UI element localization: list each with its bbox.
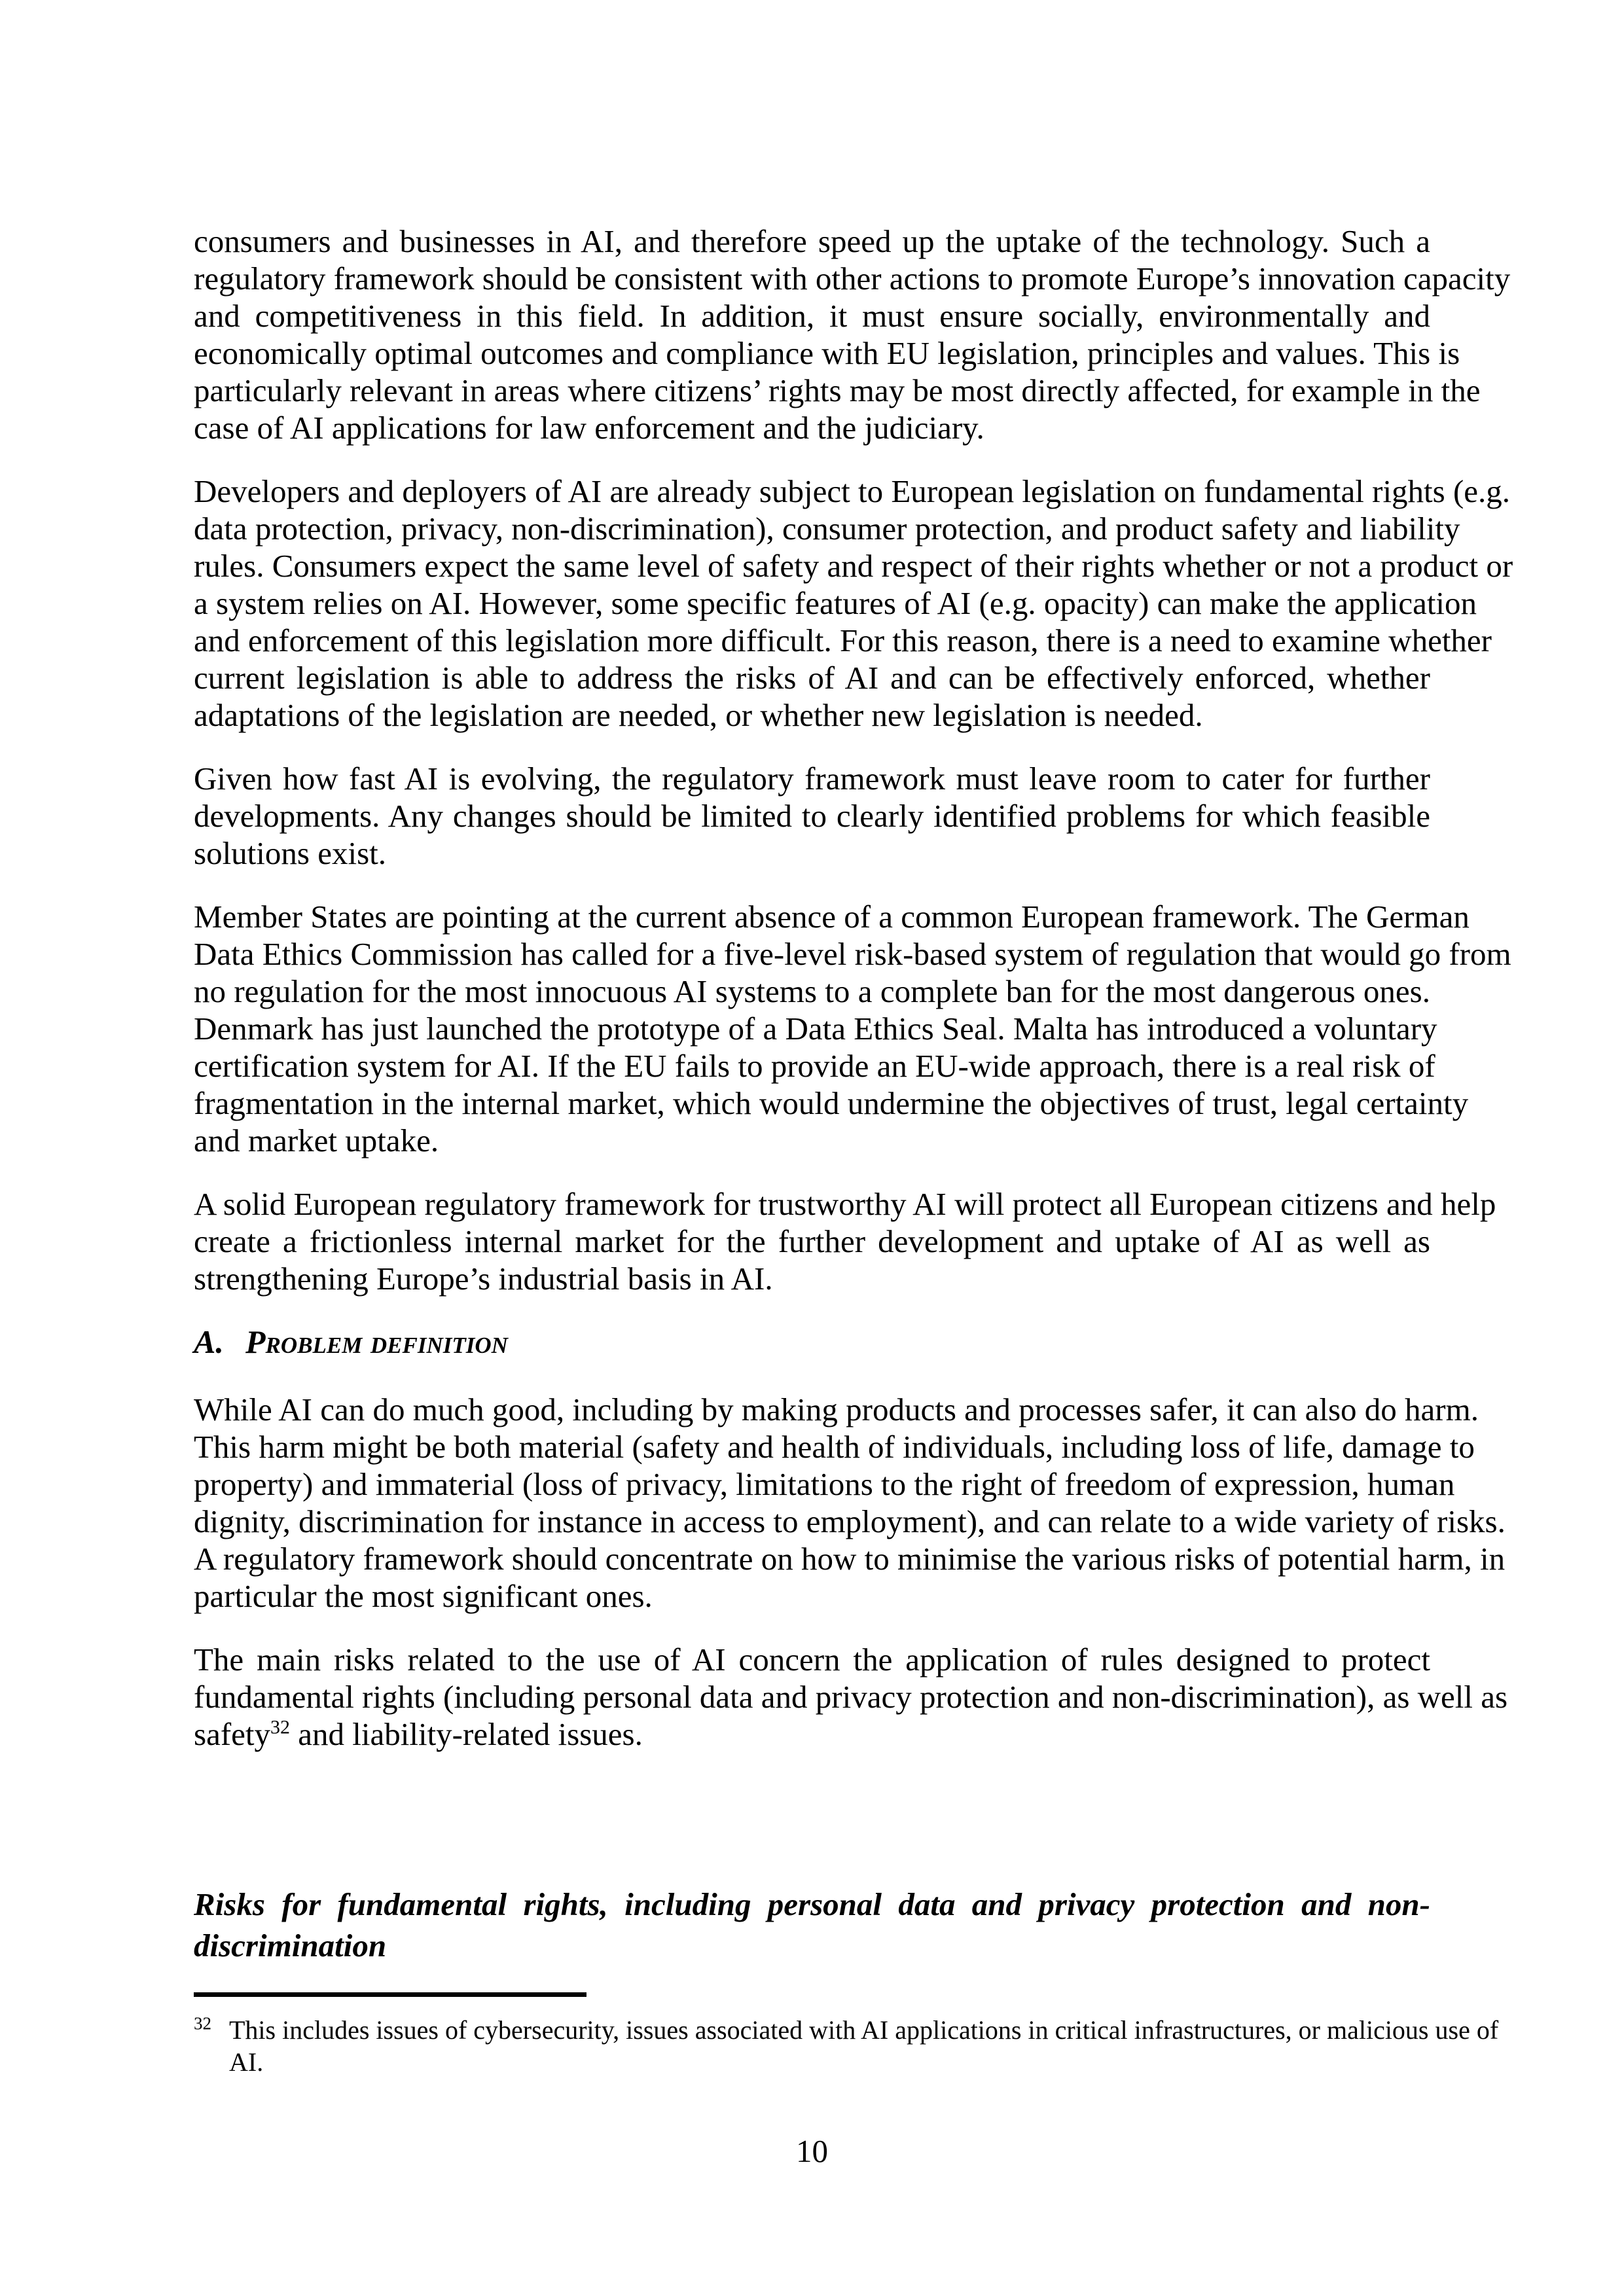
text-line: dignity, discrimination for instance in access to employment), and can relate to a wide variety of risks.	[194, 1503, 1506, 1539]
text-line: data protection, privacy, non-discrimination), consumer protection, and product safety and liability	[194, 511, 1460, 547]
text-line: economically optimal outcomes and compliance with EU legislation, principles and values. This is	[194, 335, 1460, 371]
text-blocks	[194, 223, 1513, 1966]
body-paragraph	[194, 1641, 1508, 1753]
text-line: A regulatory framework should concentrate on how to minimise the various risks of potential harm, in	[194, 1541, 1506, 1577]
text-line: This includes issues of cybersecurity, issues associated with AI applications in critical infrastructures, or malicious use of	[229, 2015, 1499, 2045]
footnote-text	[229, 2014, 1499, 2078]
text-line: Member States are pointing at the current absence of a common European framework. The German	[194, 899, 1470, 935]
text-line: solutions exist.	[194, 835, 387, 871]
text-line: particular the most significant ones.	[194, 1578, 653, 1614]
sub-section-heading	[194, 1884, 1430, 1966]
text-line: fragmentation in the internal market, which would undermine the objectives of trust, legal certainty	[194, 1085, 1469, 1121]
text-line: discrimination	[194, 1928, 387, 1964]
footnote-separator-rule	[194, 1992, 586, 1997]
body-paragraph	[194, 898, 1511, 1159]
text-line: Denmark has just launched the prototype of a Data Ethics Seal. Malta has introduced a voluntary	[194, 1011, 1437, 1047]
text-line: rules. Consumers expect the same level of safety and respect of their rights whether or not a product or	[194, 548, 1513, 584]
body-paragraph	[194, 760, 1430, 872]
text-line: This harm might be both material (safety and health of individuals, including loss of life, damage to	[194, 1429, 1475, 1465]
body-paragraph	[194, 223, 1511, 446]
section-heading-title: Problem definition	[245, 1323, 508, 1360]
text-line: fundamental rights (including personal data and privacy protection and non-discrimination), as well as	[194, 1679, 1508, 1715]
page-number: 10	[796, 2133, 828, 2169]
section-heading-label: A.	[194, 1323, 224, 1360]
text-line: strengthening Europe’s industrial basis in AI.	[194, 1261, 773, 1297]
text-line: and enforcement of this legislation more difficult. For this reason, there is a need to examine whether	[194, 622, 1492, 658]
text-line: The main risks related to the use of AI concern the application of rules designed to protect	[194, 1641, 1430, 1677]
text-line: adaptations of the legislation are needed, or whether new legislation is needed.	[194, 697, 1203, 733]
text-line: case of AI applications for law enforcement and the judiciary.	[194, 410, 984, 446]
text-line: Risks for fundamental rights, including personal data and privacy protection and non-	[194, 1886, 1430, 1922]
text-line: no regulation for the most innocuous AI systems to a complete ban for the most dangerous ones.	[194, 973, 1430, 1009]
text-line: particularly relevant in areas where citizens’ rights may be most directly affected, for example in the	[194, 372, 1481, 408]
text-line: consumers and businesses in AI, and therefore speed up the uptake of the technology. Such a	[194, 223, 1430, 259]
text-line: certification system for AI. If the EU fails to provide an EU-wide approach, there is a real risk of	[194, 1048, 1435, 1084]
text-line: AI.	[229, 2047, 264, 2077]
section-heading	[194, 1323, 1430, 1361]
text-line: developments. Any changes should be limited to clearly identified problems for which feasible	[194, 798, 1430, 834]
footnote	[194, 2013, 1499, 2078]
text-line: create a frictionless internal market for the further development and uptake of AI as well as	[194, 1223, 1430, 1259]
text-line: current legislation is able to address the risks of AI and can be effectively enforced, whether	[194, 660, 1430, 696]
text-line: A solid European regulatory framework for trustworthy AI will protect all European citizens and help	[194, 1186, 1496, 1222]
text-line: and market uptake.	[194, 1122, 439, 1158]
footnote-area	[194, 1992, 1499, 2078]
document-content	[194, 223, 1513, 1966]
text-line: safety$^{32}$ and liability-related issues.	[194, 1716, 643, 1752]
text-line: and competitiveness in this field. In addition, it must ensure socially, environmentally and	[194, 298, 1430, 334]
text-line: While AI can do much good, including by making products and processes safer, it can also do harm.	[194, 1391, 1479, 1427]
text-line: a system relies on AI. However, some specific features of AI (e.g. opacity) can make the application	[194, 585, 1477, 621]
text-line: Given how fast AI is evolving, the regulatory framework must leave room to cater for further	[194, 761, 1430, 797]
body-paragraph	[194, 1185, 1496, 1297]
footnote-ref: 32	[270, 1716, 290, 1738]
text-line: regulatory framework should be consistent with other actions to promote Europe’s innovation capacity	[194, 260, 1511, 296]
footnote-marker-number: 32	[194, 2013, 211, 2034]
body-paragraph	[194, 1391, 1506, 1615]
body-paragraph	[194, 473, 1513, 734]
footnote-marker	[194, 2014, 229, 2078]
text-line: property) and immaterial (loss of privacy, limitations to the right of freedom of expression, human	[194, 1466, 1455, 1502]
text-line: Data Ethics Commission has called for a five-level risk-based system of regulation that would go from	[194, 936, 1511, 972]
text-line: Developers and deployers of AI are already subject to European legislation on fundamental rights (e.g.	[194, 473, 1511, 509]
